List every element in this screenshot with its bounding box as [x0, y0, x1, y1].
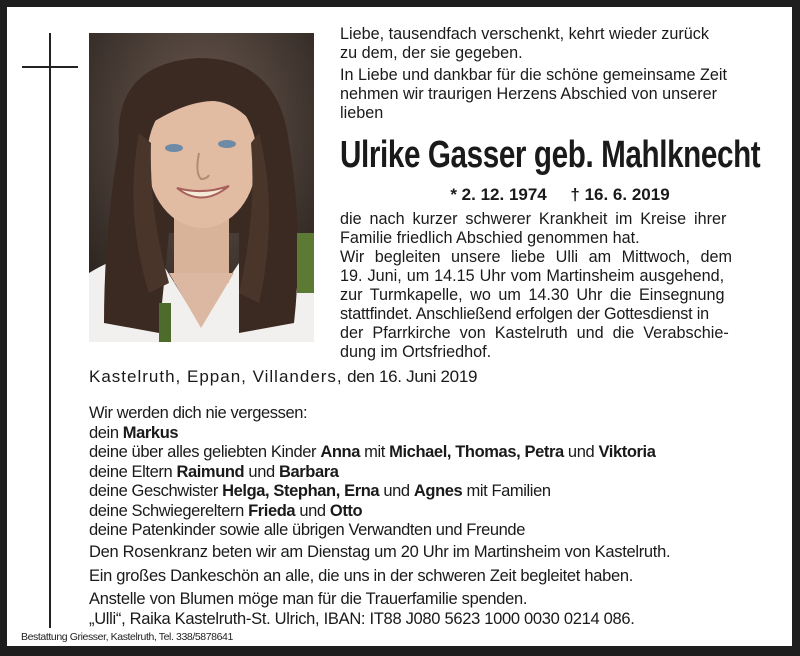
- announcement-line: stattfindet. Anschließend erfolgen der Gottesdienst in: [340, 305, 709, 323]
- intro-line: In Liebe und dankbar für die schöne gemeinsame Zeit: [340, 66, 727, 84]
- quote-block: [340, 25, 780, 63]
- announcement-line: die nach kurzer schwerer Krankheit im Kreise ihrer: [340, 210, 727, 228]
- mourner-relation: und: [244, 462, 279, 481]
- portrait-photo: [89, 33, 314, 342]
- death-date: † 16. 6. 2019: [570, 185, 670, 204]
- announcement-line: Familie friedlich Abschied genommen hat.: [340, 229, 640, 247]
- announcement-line: Wir begleiten unsere liebe Ulli am Mittwoch, dem: [340, 248, 732, 266]
- mourners-block: [89, 404, 655, 541]
- quote-line: Liebe, tausendfach verschenkt, kehrt wieder zurück: [340, 25, 709, 43]
- places: Kastelruth, Eppan, Villanders,: [89, 367, 343, 386]
- mourner-relation: mit: [359, 443, 390, 461]
- mourner-relation: deine Schwiegereltern: [89, 501, 249, 520]
- mourner-relation: deine Eltern: [89, 462, 177, 481]
- intro-line: lieben: [340, 104, 384, 122]
- portrait-photo-icon: [89, 33, 314, 342]
- mourner-relation: deine Geschwister: [89, 482, 223, 500]
- birth-date: * 2. 12. 1974: [450, 185, 547, 204]
- life-dates: [340, 185, 780, 205]
- mourner-name: Agnes: [413, 482, 463, 500]
- announcement-date: den 16. Juni 2019: [342, 367, 478, 386]
- place-date-line: [89, 367, 477, 387]
- mourner-row: [89, 502, 655, 522]
- cross-icon-vertical: [49, 33, 51, 628]
- mourner-relation: mit Familien: [462, 482, 551, 500]
- rosary-note: Den Rosenkranz beten wir am Dienstag um 20 Uhr im Martinsheim von Kastelruth.: [89, 543, 671, 561]
- mourner-name: Raimund: [176, 462, 245, 481]
- mourner-name: Markus: [122, 423, 179, 442]
- mourner-name: Barbara: [278, 462, 339, 481]
- announcement-line: der Pfarrkirche von Kastelruth und die Verabschie-: [340, 324, 729, 342]
- mourner-name: Anna: [320, 443, 360, 461]
- mourner-name: Otto: [329, 501, 363, 520]
- mourner-row: [89, 482, 655, 502]
- mourner-name: Viktoria: [598, 443, 656, 461]
- quote-line: zu dem, der sie gegeben.: [340, 44, 523, 62]
- mourners-heading: Wir werden dich nie vergessen:: [89, 404, 308, 422]
- bank-details: „Ulli“, Raika Kastelruth-St. Ulrich, IBAN: IT88 J080 5623 1000 0030 0214 086.: [89, 609, 635, 628]
- mourner-row: [89, 521, 655, 541]
- intro-block: [340, 66, 780, 123]
- announcement-line: 19. Juni, um 14.15 Uhr vom Martinsheim ausgehend,: [340, 267, 725, 285]
- thanks-note: Ein großes Dankeschön an alle, die uns in der schweren Zeit begleitet haben.: [89, 566, 634, 585]
- mourner-relation: und: [379, 482, 414, 500]
- mourner-name: Helga, Stephan, Erna: [222, 482, 380, 500]
- mourner-relation: deine über alles geliebten Kinder: [89, 443, 321, 461]
- deceased-name: Ulrike Gasser geb. Mahlknecht: [340, 134, 761, 176]
- mourner-relation: und: [295, 501, 330, 520]
- mourner-relation: dein: [89, 423, 123, 442]
- announcement-block: [340, 210, 780, 362]
- announcement-line: zur Turmkapelle, wo um 14.30 Uhr die Einsegnung: [340, 286, 725, 304]
- mourner-name: Michael, Thomas, Petra: [389, 443, 564, 461]
- funeral-home-credit: Bestattung Griesser, Kastelruth, Tel. 338/5878641: [21, 631, 233, 643]
- intro-line: nehmen wir traurigen Herzens Abschied von unserer: [340, 85, 718, 103]
- cross-icon-horizontal: [22, 66, 78, 68]
- closing-block: [89, 543, 670, 629]
- mourner-relation: deine Patenkinder sowie alle übrigen Verwandten und Freunde: [89, 521, 525, 539]
- announcement-line: dung im Ortsfriedhof.: [340, 343, 492, 361]
- mourner-row: [89, 424, 655, 444]
- mourner-row: [89, 463, 655, 483]
- donation-note: Anstelle von Blumen möge man für die Trauerfamilie spenden.: [89, 590, 528, 608]
- mourner-row: [89, 443, 655, 463]
- mourner-name: Frieda: [248, 501, 296, 520]
- mourner-relation: und: [563, 443, 599, 461]
